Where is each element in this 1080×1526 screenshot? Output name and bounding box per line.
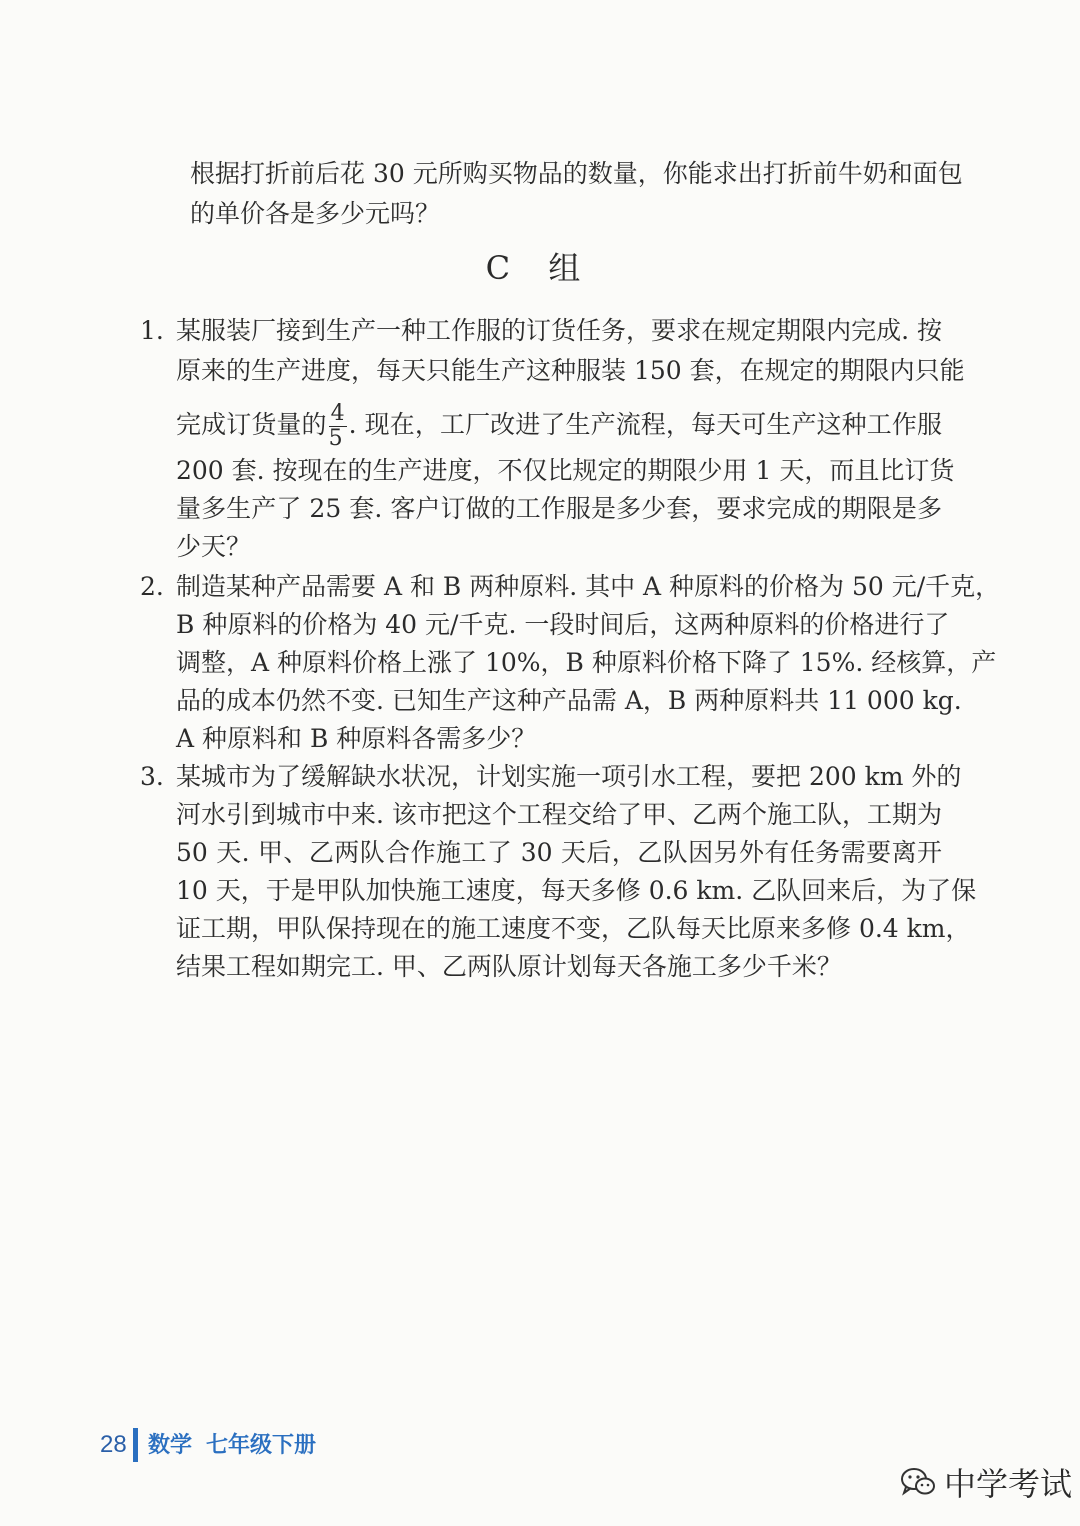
fraction-four-fifths (329, 402, 347, 451)
footer-book-title (148, 1431, 330, 1459)
problem-2-line-4: 品的成本仍然不变. 已知生产这种产品需 A，B 两种原料共 11 000 kg. (176, 686, 962, 715)
problem-1-line-3: 200 套. 按现在的生产进度，不仅比规定的期限少用 1 天，而且比订货 (176, 456, 955, 485)
carry-line-1: 根据打折前后花 30 元所购买物品的数量，你能求出打折前牛奶和面包 (190, 159, 963, 188)
problem-3-line-4: 10 天，于是甲队加快施工速度，每天多修 0.6 km. 乙队回来后，为了保 (176, 876, 977, 905)
problem-1-line-1: 某服装厂接到生产一种工作服的订货任务，要求在规定期限内完成. 按 (176, 316, 942, 345)
fraction-numerator: 4 (330, 401, 345, 426)
problem-2-line-2: B 种原料的价格为 40 元/千克. 一段时间后，这两种原料的价格进行了 (176, 610, 950, 639)
fraction-line-after: . 现在，工厂改进了生产流程，每天可生产这种工作服 (348, 410, 942, 439)
footer-divider (133, 1428, 138, 1462)
section-heading: C 组 (485, 249, 595, 287)
wechat-icon (900, 1467, 936, 1497)
fraction-line-before: 完成订货量的 (176, 410, 327, 439)
problem-1-number: 1. (140, 316, 164, 345)
page-number: 28 (100, 1431, 127, 1458)
problem-3-line-5: 证工期，甲队保持现在的施工速度不变，乙队每天比原来多修 0.4 km， (176, 914, 971, 943)
problem-3-number: 3. (140, 762, 164, 791)
footer-subject: 数学 (148, 1432, 193, 1457)
problem-1-line-2: 原来的生产进度，每天只能生产这种服装 150 套，在规定的期限内只能 (176, 356, 965, 385)
problem-2-line-1: 制造某种产品需要 A 和 B 两种原料. 其中 A 种原料的价格为 50 元/千克， (176, 572, 1001, 601)
footer-book: 七年级下册 (206, 1432, 317, 1457)
problem-2-line-5: A 种原料和 B 种原料各需多少？ (176, 724, 537, 753)
watermark (900, 1462, 1072, 1502)
problem-2-number: 2. (140, 572, 164, 601)
problem-3-line-2: 河水引到城市中来. 该市把这个工程交给了甲、乙两个施工队，工期为 (176, 800, 942, 829)
problem-2-line-3: 调整，A 种原料价格上涨了 10%，B 种原料价格下降了 15%. 经核算，产 (176, 648, 997, 677)
problem-1-fraction-line (176, 400, 942, 451)
fraction-denominator: 5 (328, 426, 343, 451)
problem-3-line-6: 结果工程如期完工. 甲、乙两队原计划每天各施工多少千米？ (176, 952, 842, 981)
problem-1-line-4: 量多生产了 25 套. 客户订做的工作服是多少套，要求完成的期限是多 (176, 494, 942, 523)
problem-1-line-5: 少天？ (176, 532, 252, 561)
carry-line-2: 的单价各是多少元吗？ (190, 199, 441, 228)
problem-3-line-1: 某城市为了缓解缺水状况，计划实施一项引水工程，要把 200 km 外的 (176, 762, 962, 791)
watermark-text: 中学考试 (944, 1465, 1073, 1503)
problem-3-line-3: 50 天. 甲、乙两队合作施工了 30 天后，乙队因另外有任务需要离开 (176, 838, 942, 867)
